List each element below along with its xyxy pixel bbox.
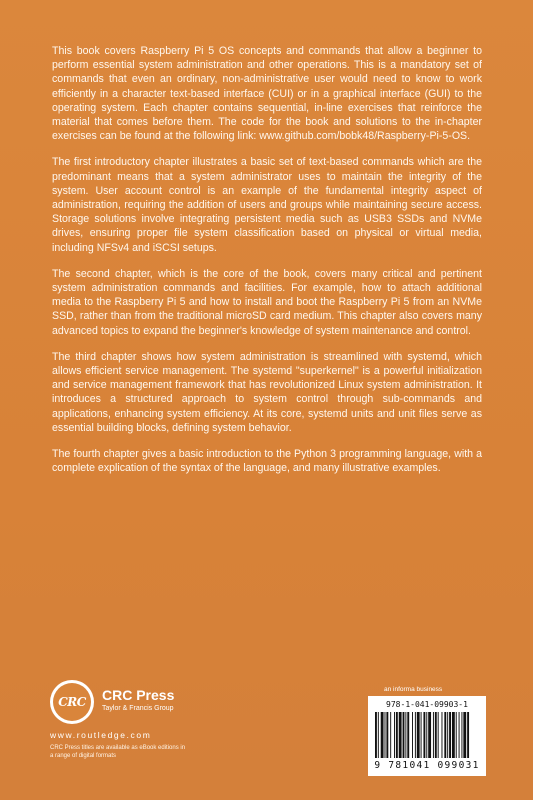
barcode-bar bbox=[378, 712, 379, 758]
description-paragraph-4: The third chapter shows how system administration is streamlined with systemd, which allows efficient service management. The systemd "superkernel" is a powerful initialization and service management framework that has revolutionized Linux system administration. It introduces a structured approach to system control through sub-commands and applications, enhancing system efficiency. At its core, systemd units and unit files serve as essential building blocks, defining system behavior. bbox=[52, 350, 482, 434]
barcode-bar bbox=[394, 712, 395, 758]
barcode-bar bbox=[444, 712, 446, 758]
barcode-bar bbox=[375, 712, 377, 758]
barcode-bar bbox=[452, 712, 455, 758]
barcode-bar bbox=[386, 712, 388, 758]
barcode-block bbox=[368, 686, 486, 778]
description-paragraph-5: The fourth chapter gives a basic introduction to the Python 3 programming language, with a complete explication of the syntax of the language, and many illustrative examples. bbox=[52, 448, 482, 475]
barcode-bar bbox=[467, 712, 469, 758]
barcode-bar bbox=[423, 712, 425, 758]
informa-label: an informa business bbox=[384, 686, 443, 693]
crc-logo-icon bbox=[50, 680, 94, 724]
barcode-bar bbox=[449, 712, 451, 758]
barcode-bar bbox=[433, 712, 434, 758]
barcode-bar bbox=[421, 712, 422, 758]
barcode-bar bbox=[463, 712, 466, 758]
barcode-bar bbox=[461, 712, 462, 758]
barcode-panel bbox=[368, 696, 486, 776]
barcode-bar bbox=[412, 712, 413, 758]
description-paragraph-1: This book covers Raspberry Pi 5 OS concepts and commands that allow a beginner to perform essential system administration and other operations. This is a mandatory set of commands that even an ordinary, non-administrative user would need to know to work efficiently in a character text-based interface (CUI) or in a graphical interface (GUI) to the operating system. Each chapter contains sequential, in-line exercises that reinforce the material that comes before them. The code for the book and solutions to the in-chapter exercises can be found at the following link: www.github.com/bobk48/Raspberry-Pi-5-OS. bbox=[52, 45, 482, 143]
publisher-name: CRC Press bbox=[102, 687, 175, 703]
barcode-bar bbox=[405, 712, 406, 758]
barcode-bar bbox=[426, 712, 427, 758]
barcode-bar bbox=[385, 712, 386, 758]
barcode-bar bbox=[459, 712, 460, 758]
barcode-bar bbox=[428, 712, 431, 758]
publisher-block bbox=[50, 680, 250, 780]
barcode-bar bbox=[456, 712, 457, 758]
book-description bbox=[52, 44, 482, 487]
publisher-note: CRC Press titles are available as eBook editions in a range of digital formats bbox=[50, 745, 186, 759]
barcode-bar bbox=[435, 712, 437, 758]
isbn-digits: 9 781041 099031 bbox=[374, 760, 480, 771]
barcode-bar bbox=[399, 712, 402, 758]
crc-logo-text: CRC bbox=[53, 683, 91, 721]
barcode-bar bbox=[438, 712, 439, 758]
barcode-bar bbox=[403, 712, 405, 758]
barcode-bar bbox=[396, 712, 398, 758]
barcode-bar bbox=[415, 712, 416, 758]
isbn-text: 978-1-041-09903-1 bbox=[386, 700, 468, 709]
barcode-bar bbox=[417, 712, 420, 758]
description-paragraph-2: The first introductory chapter illustrates a basic set of text-based commands which are the predominant means that a system administrator uses to maintain the integrity of the system. User account control is an example of the fundamental integrity aspect of administration, requiring the addition of users and groups while maintaining secure access. Storage solutions involve integrating persistent media such as USB3 SSDs and NVMe drives, ensuring proper file system classification based on physical or virtual media, including NFSv4 and iSCSI setups. bbox=[52, 156, 482, 254]
barcode-bar bbox=[442, 712, 443, 758]
barcode-bar bbox=[381, 712, 384, 758]
publisher-url: www.routledge.com bbox=[50, 730, 152, 740]
barcode-icon bbox=[373, 712, 481, 758]
description-paragraph-3: The second chapter, which is the core of the book, covers many critical and pertinent system administration commands and facilities. For example, how to attach additional media to the Raspberry Pi 5 and how to install and boot the Raspberry Pi 5 from an NVMe SSD, rather than from the traditional microSD card medium. This chapter also covers many advanced topics to expand the beginner's knowledge of system maintenance and control. bbox=[52, 267, 482, 337]
barcode-bar bbox=[390, 712, 391, 758]
barcode-bar bbox=[407, 712, 409, 758]
barcode-bar bbox=[447, 712, 448, 758]
publisher-group: Taylor & Francis Group bbox=[102, 705, 174, 712]
